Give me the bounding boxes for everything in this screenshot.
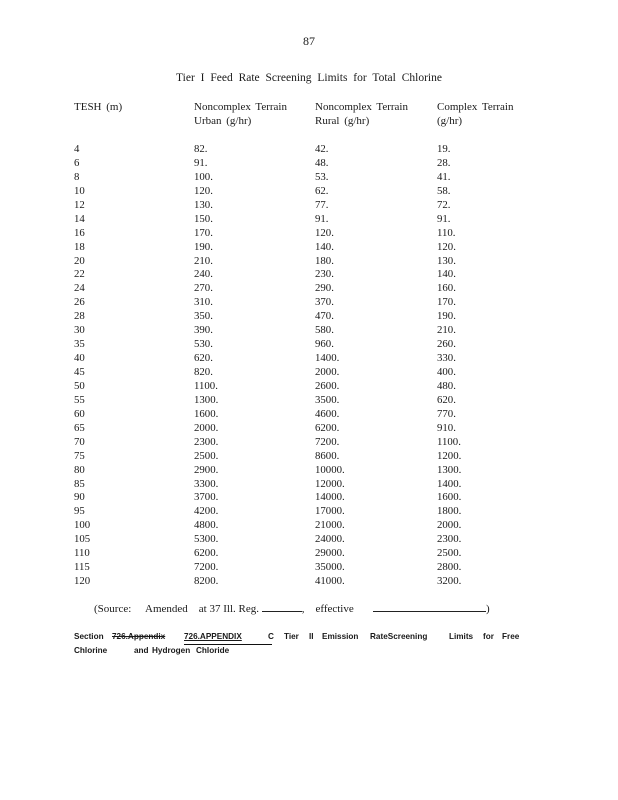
cell-tesh: 18: [74, 240, 85, 253]
cell-complex: 2500.: [437, 547, 462, 560]
cell-complex: 1400.: [437, 477, 462, 490]
footer-word-chlorine: Chlorine: [74, 646, 108, 655]
cell-urban: 82.: [194, 143, 208, 155]
footer-word-ii: II: [309, 632, 314, 641]
cell-tesh: 40: [74, 352, 85, 365]
footer-word-limits: Limits: [449, 632, 474, 641]
column-complex: [437, 143, 461, 589]
cell-complex: 190.: [437, 310, 456, 323]
footer-word-chloride: Chloride: [196, 646, 230, 655]
cell-rural: 62.: [315, 184, 329, 197]
cell-tesh: 30: [74, 324, 85, 337]
cell-complex: 28.: [437, 156, 451, 169]
header-tesh: [74, 100, 122, 114]
header-noncomplex-urban-line1: Noncomplex Terrain: [194, 101, 287, 113]
cell-rural: 17000.: [315, 505, 345, 518]
header-noncomplex-urban: [194, 100, 287, 128]
cell-urban: 6200.: [194, 547, 219, 560]
footer-underline: [184, 644, 272, 645]
footer-word-hydrogen: Hydrogen: [152, 646, 191, 655]
cell-complex: 91.: [437, 212, 451, 225]
cell-rural: 2600.: [315, 379, 340, 392]
cell-rural: 120.: [315, 226, 334, 239]
cell-rural: 580.: [315, 324, 334, 337]
cell-tesh: 10: [74, 184, 85, 197]
cell-urban: 240.: [194, 268, 213, 281]
source-reg: at 37 Ill. Reg.: [198, 603, 259, 615]
source-open: (Source:: [94, 603, 132, 615]
cell-urban: 2300.: [194, 435, 219, 448]
cell-complex: 3200.: [437, 575, 462, 588]
cell-urban: 210.: [194, 254, 213, 267]
cell-complex: 2800.: [437, 561, 462, 574]
cell-urban: 91.: [194, 156, 208, 169]
cell-rural: 7200.: [315, 435, 340, 448]
cell-urban: 150.: [194, 212, 213, 225]
cell-urban: 7200.: [194, 561, 219, 574]
cell-urban: 4800.: [194, 519, 219, 532]
header-noncomplex-rural-line2: Rural (g/hr): [315, 115, 370, 127]
cell-rural: 53.: [315, 170, 329, 183]
cell-tesh: 28: [74, 310, 85, 323]
cell-complex: 130.: [437, 254, 456, 267]
cell-rural: 42.: [315, 143, 329, 155]
footer-word-emission: Emission: [322, 632, 359, 641]
source-comma: ,: [301, 603, 305, 615]
cell-complex: 210.: [437, 324, 456, 337]
cell-urban: 820.: [194, 366, 213, 378]
cell-tesh: 16: [74, 226, 85, 239]
cell-urban: 1300.: [194, 393, 219, 406]
cell-complex: 1800.: [437, 505, 462, 518]
cell-tesh: 12: [74, 198, 85, 211]
cell-rural: 12000.: [315, 477, 345, 490]
cell-tesh: 22: [74, 268, 85, 281]
cell-urban: 310.: [194, 296, 213, 309]
cell-tesh: 115: [74, 561, 90, 574]
cell-complex: 620.: [437, 393, 456, 406]
cell-urban: 620.: [194, 352, 213, 365]
cell-tesh: 60: [74, 407, 85, 420]
cell-complex: 110.: [437, 226, 456, 239]
cell-tesh: 35: [74, 338, 85, 351]
cell-urban: 350.: [194, 310, 213, 323]
cell-tesh: 105: [74, 533, 91, 546]
footer-letter-c: C: [268, 632, 274, 641]
cell-complex: 400.: [437, 366, 456, 378]
column-urban: [194, 143, 218, 589]
footer-word-tier: Tier: [284, 632, 299, 641]
cell-tesh: 75: [74, 449, 85, 462]
cell-rural: 29000.: [315, 547, 345, 560]
table-title: Tier I Feed Rate Screening Limits for Total Chlorine: [176, 72, 442, 84]
cell-rural: 180.: [315, 254, 334, 267]
cell-complex: 2300.: [437, 533, 462, 546]
cell-tesh: 55: [74, 393, 85, 406]
page-number: 87: [303, 34, 315, 48]
cell-rural: 24000.: [315, 533, 345, 546]
cell-tesh: 65: [74, 421, 85, 434]
cell-complex: 41.: [437, 170, 451, 183]
cell-complex: 1100.: [437, 435, 461, 448]
cell-urban: 120.: [194, 184, 213, 197]
cell-urban: 170.: [194, 226, 213, 239]
cell-tesh: 80: [74, 463, 85, 476]
footer-word-for: for: [483, 632, 494, 641]
cell-tesh: 24: [74, 282, 85, 295]
cell-rural: 77.: [315, 198, 329, 211]
cell-urban: 100.: [194, 170, 213, 183]
header-complex: [437, 100, 513, 128]
cell-complex: 19.: [437, 143, 451, 155]
cell-rural: 290.: [315, 282, 334, 295]
cell-complex: 480.: [437, 379, 456, 392]
cell-tesh: 45: [74, 366, 85, 378]
cell-urban: 1100.: [194, 379, 218, 392]
cell-complex: 260.: [437, 338, 456, 351]
effective-date-blank: [373, 601, 486, 612]
cell-rural: 48.: [315, 156, 329, 169]
cell-urban: 8200.: [194, 575, 219, 588]
cell-complex: 910.: [437, 421, 456, 434]
cell-tesh: 50: [74, 379, 85, 392]
header-noncomplex-rural-line1: Noncomplex Terrain: [315, 101, 408, 113]
footer-struck-appendix: 726.Appendix: [112, 632, 166, 641]
source-effective: effective: [315, 603, 354, 615]
cell-urban: 3300.: [194, 477, 219, 490]
cell-tesh: 4: [74, 143, 80, 155]
cell-complex: 1600.: [437, 491, 462, 504]
cell-urban: 2500.: [194, 449, 219, 462]
footer-word-ratescreening: RateScreening: [370, 632, 428, 641]
cell-rural: 230.: [315, 268, 334, 281]
cell-rural: 3500.: [315, 393, 340, 406]
source-close: ): [486, 603, 490, 615]
cell-rural: 8600.: [315, 449, 340, 462]
cell-tesh: 120: [74, 575, 91, 588]
cell-tesh: 100: [74, 519, 91, 532]
source-amended: Amended: [145, 603, 188, 615]
footer-inserted-appendix: 726.APPENDIX: [184, 632, 242, 641]
cell-tesh: 20: [74, 254, 85, 267]
header-tesh-label: TESH (m): [74, 101, 123, 113]
cell-complex: 170.: [437, 296, 456, 309]
cell-rural: 140.: [315, 240, 334, 253]
cell-tesh: 26: [74, 296, 85, 309]
cell-complex: 140.: [437, 268, 456, 281]
cell-complex: 770.: [437, 407, 456, 420]
cell-complex: 160.: [437, 282, 456, 295]
cell-rural: 35000.: [315, 561, 345, 574]
cell-rural: 470.: [315, 310, 334, 323]
column-tesh: [74, 143, 90, 589]
cell-tesh: 110: [74, 547, 90, 560]
cell-tesh: 85: [74, 477, 85, 490]
cell-complex: 1300.: [437, 463, 462, 476]
column-rural: [315, 143, 345, 589]
cell-rural: 41000.: [315, 575, 345, 588]
cell-rural: 4600.: [315, 407, 340, 420]
header-complex-line1: Complex Terrain: [437, 101, 514, 113]
footer-section: Section: [74, 632, 104, 641]
cell-tesh: 8: [74, 170, 80, 183]
source-note: [94, 601, 490, 615]
cell-tesh: 70: [74, 435, 85, 448]
cell-urban: 2000.: [194, 421, 219, 434]
cell-urban: 190.: [194, 240, 213, 253]
footer-word-free: Free: [502, 632, 520, 641]
cell-rural: 91.: [315, 212, 329, 225]
cell-urban: 5300.: [194, 533, 219, 546]
cell-urban: 390.: [194, 324, 213, 337]
cell-tesh: 14: [74, 212, 85, 225]
header-noncomplex-rural: [315, 100, 408, 128]
cell-complex: 58.: [437, 184, 451, 197]
footer-word-and: and: [134, 646, 149, 655]
cell-urban: 2900.: [194, 463, 219, 476]
cell-urban: 4200.: [194, 505, 219, 518]
cell-urban: 530.: [194, 338, 213, 351]
cell-tesh: 90: [74, 491, 85, 504]
cell-complex: 2000.: [437, 519, 462, 532]
cell-rural: 1400.: [315, 352, 340, 365]
cell-rural: 370.: [315, 296, 334, 309]
cell-complex: 72.: [437, 198, 451, 211]
cell-rural: 2000.: [315, 366, 340, 378]
cell-urban: 3700.: [194, 491, 219, 504]
cell-rural: 960.: [315, 338, 334, 351]
header-noncomplex-urban-line2: Urban (g/hr): [194, 115, 252, 127]
cell-tesh: 95: [74, 505, 85, 518]
cell-urban: 130.: [194, 198, 213, 211]
cell-rural: 6200.: [315, 421, 340, 434]
cell-urban: 270.: [194, 282, 213, 295]
cell-complex: 1200.: [437, 449, 462, 462]
cell-rural: 21000.: [315, 519, 345, 532]
cell-rural: 10000.: [315, 463, 345, 476]
cell-complex: 330.: [437, 352, 456, 365]
cell-tesh: 6: [74, 156, 80, 169]
cell-complex: 120.: [437, 240, 456, 253]
cell-urban: 1600.: [194, 407, 219, 420]
cell-rural: 14000.: [315, 491, 345, 504]
register-blank: [262, 601, 302, 612]
header-complex-line2: (g/hr): [437, 115, 463, 127]
